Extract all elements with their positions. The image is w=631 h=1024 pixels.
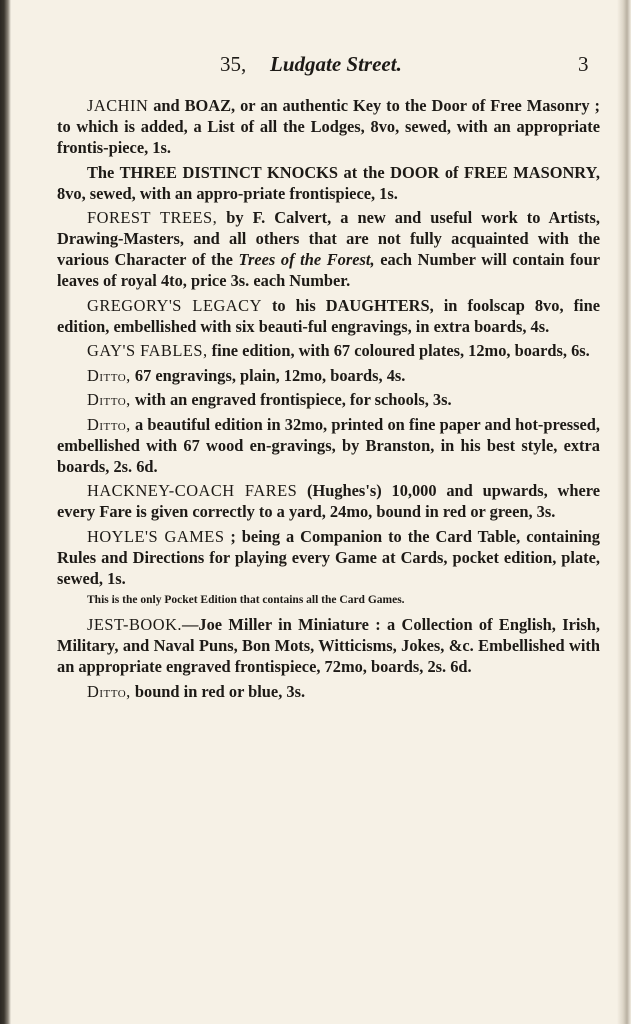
- catalogue-entry-gregory: [57, 295, 600, 337]
- entry-title: Ditto,: [87, 365, 131, 385]
- page-fore-edge: [617, 0, 631, 1024]
- entry-title: HACKNEY-COACH FARES: [87, 481, 298, 500]
- street-name: Ludgate Street.: [270, 52, 402, 76]
- entry-title: Ditto,: [87, 390, 131, 409]
- page-binding-edge: [0, 0, 11, 1024]
- catalogue-listing: [57, 95, 600, 705]
- entry-title: Ditto,: [87, 414, 131, 434]
- entry-title: HOYLE'S GAMES: [87, 526, 225, 546]
- entry-text: 67 engravings, plain, 12mo, boards, 4s.: [130, 365, 406, 385]
- entry-note: This is the only Pocket Edition that contains all the Card Games.: [87, 594, 405, 606]
- entry-text: (Hughes's) 10,000 and upwards, where every Fare is given correctly to a yard, 24mo, bound in red or green, 3s.: [57, 481, 600, 521]
- catalogue-entry-ditto-1: [57, 365, 600, 386]
- entry-text: fine edition, with 67 coloured plates, 12mo, boards, 6s.: [207, 341, 590, 360]
- entry-text: to his DAUGHTERS, in foolscap 8vo, fine edition, embellished with six beauti-ful engravings, in extra boards, 4s.: [57, 295, 600, 336]
- entry-title: JEST-BOOK.: [87, 615, 183, 634]
- entry-text: bound in red or blue, 3s.: [130, 681, 306, 701]
- catalogue-entry-hackney-coach: [57, 480, 600, 522]
- catalogue-entry-hoyle: [57, 526, 600, 589]
- catalogue-note-hoyle: [57, 592, 600, 608]
- catalogue-entry-jachin: [57, 95, 600, 158]
- catalogue-entry-knocks: [57, 162, 600, 204]
- catalogue-entry-ditto-4: [57, 681, 600, 702]
- entry-text: a beautiful edition in 32mo, printed on fine paper and hot-pressed, embellished with 67 wood en-gravings, by Branston, in his best style, extra boards, 2s. 6d.: [57, 414, 600, 476]
- catalogue-entry-ditto-2: [57, 389, 600, 410]
- entry-text-continued: each Number will contain four leaves of royal 4to, price 3s. each Number.: [57, 250, 600, 290]
- entry-text: ; being a Companion to the Card Table, containing Rules and Directions for playing every Game at Cards, pocket edition, plate, sewed, 1s.: [57, 526, 600, 588]
- catalogue-entry-jest-book: [57, 614, 600, 677]
- page-number: 3: [578, 52, 589, 76]
- entry-italic-title: Trees of the Forest,: [238, 250, 375, 269]
- entry-title: JACHIN: [87, 96, 149, 115]
- entry-title: The THREE DISTINCT KNOCKS: [87, 162, 339, 182]
- entry-text: with an engraved frontispiece, for schools, 3s.: [130, 390, 452, 409]
- entry-title: GAY'S FABLES,: [87, 341, 208, 360]
- entry-text: —Joe Miller in Miniature : a Collection of English, Irish, Military, and Naval Puns, Bon Mots, Witticisms, Jokes, &c. Embellished with an appropriate engraved frontispiece, 72mo, boards, 2s. 6d.: [57, 615, 600, 676]
- entry-text: and BOAZ, or an authentic Key to the Door of Free Masonry ; to which is added, a List of all the Lodges, 8vo, sewed, with an appropriate frontis-piece, 1s.: [57, 96, 600, 157]
- entry-text: by F. Calvert, a new and useful work to Artists, Drawing-Masters, and all others that are not fully acquainted with the various Character of the: [57, 208, 600, 269]
- entry-title: Ditto,: [87, 681, 131, 701]
- catalogue-entry-gay-fables: [57, 340, 600, 361]
- catalogue-entry-ditto-3: [57, 414, 600, 477]
- running-header: [220, 52, 600, 82]
- address-number: 35,: [220, 52, 247, 76]
- catalogue-entry-forest-trees: [57, 207, 600, 291]
- entry-text: at the DOOR of FREE MASONRY, 8vo, sewed, with an appro-priate frontispiece, 1s.: [57, 162, 600, 203]
- entry-title: FOREST TREES,: [87, 208, 218, 227]
- entry-title: GREGORY'S LEGACY: [87, 295, 262, 315]
